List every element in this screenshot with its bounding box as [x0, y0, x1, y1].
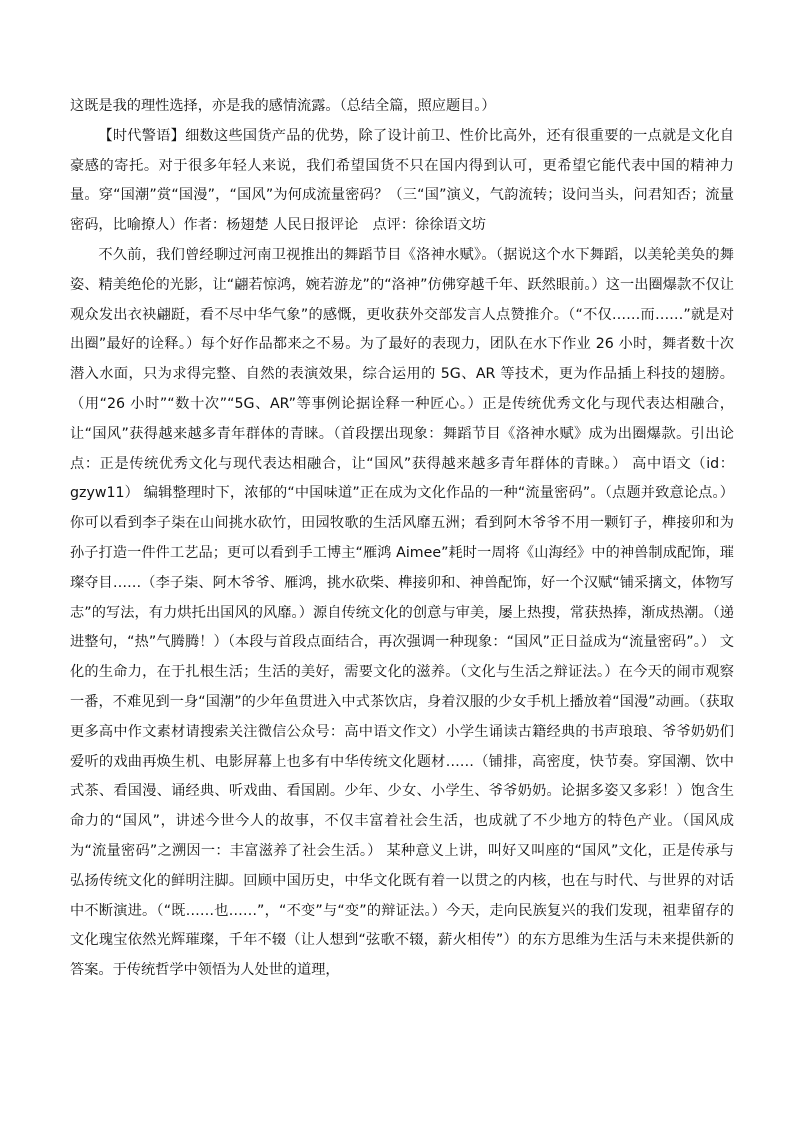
paragraph-era-warning: 【时代警语】细数这些国货产品的优势，除了设计前卫、性价比高外，还有很重要的一点就是文化自豪感的寄托。对于很多年轻人来说，我们希望国货不只在国内得到认可，更希望它能代表中国的精神力量。穿“国潮”赏“国漫”，“国风”为何成流量密码？（三“国”演义，气韵流转；设问当头，问君知否；流量密码，比喻撩人）作者：杨翅楚 人民日报评论 点评：徐徐语文坊 [70, 127, 734, 234]
document-page [70, 92, 734, 986]
paragraph-closing-line: 这既是我的理性选择，亦是我的感情流露。（总结全篇，照应题目。） [70, 98, 496, 114]
paragraph-essay-body: 不久前，我们曾经聊过河南卫视推出的舞蹈节目《洛神水赋》。（据说这个水下舞蹈，以美轮美奂的舞姿、精美绝伦的光影，让“翩若惊鸿，婉若游龙”的“洛神”仿佛穿越千年、跃然眼前。）这一出圈爆款不仅让观众发出衣袂翩跹，看不尽中华气象”的感慨，更收获外交部发言人点赞推介。（“不仅……而……”就是对出圈”最好的诠释。）每个好作品都来之不易。为了最好的表现力，团队在水下作业 26 小时，舞者数十次潜入水面，只为求得完整、自然的表演效果，综合运用的 5G、AR 等技术，更为作品插上科技的翅膀。（用“26 小时”“数十次”“5G、AR”等事例论据诠释一种匠心。）正是传统优秀文化与现代表达相融合，让“国风”获得越来越多青年群体的青睐。（首段摆出现象：舞蹈节目《洛神水赋》成为出圈爆款。引出论点：正是传统优秀文化与现代表达相融合，让“国风”获得越来越多青年群体的青睐。） 高中语文（id：gzyw11） 编辑整理时下，浓郁的“中国味道”正在成为文化作品的一种“流量密码”。（点题并致意论点。）你可以看到李子柒在山间挑水砍竹，田园牧歌的生活风靡五洲；看到阿木爷爷不用一颗钉子，榫接卯和为孙子打造一件件工艺品；更可以看到手工博主“雁鸿 Aimee”耗时一周将《山海经》中的神兽制成配饰，璀璨夺目……（李子柒、阿木爷爷、雁鸿，挑水砍柴、榫接卯和、神兽配饰，好一个汉赋“铺采摛文，体物写志”的写法，有力烘托出国风的风靡。）源自传统文化的创意与审美，屡上热搜，常获热捧，渐成热潮。（递进整句，“热”气腾腾！）（本段与首段点面结合，再次强调一种现象：“国风”正日益成为“流量密码”。） 文化的生命力，在于扎根生活；生活的美好，需要文化的滋养。（文化与生活之辩证法。）在今天的闹市观察一番，不难见到一身“国潮”的少年鱼贯进入中式茶饮店，身着汉服的少女手机上播放着“国漫”动画。（获取更多高中作文素材请搜索关注微信公众号：高中语文作文）小学生诵读古籍经典的书声琅琅、爷爷奶奶们爱听的戏曲再焕生机、电影屏幕上也多有中华传统文化题材……（铺排，高密度，快节奏。穿国潮、饮中式茶、看国漫、诵经典、听戏曲、看国剧。少年、少女、小学生、爷爷奶奶。论据多姿又多彩！）饱含生命力的“国风”，讲述今世今人的故事，不仅丰富着社会生活，也成就了不少地方的特色产业。（国风成为“流量密码”之溯因一：丰富滋养了社会生活。） 某种意义上讲，叫好又叫座的“国风”文化，正是传承与弘扬传统文化的鲜明注脚。回顾中国历史，中华文化既有着一以贯之的内核，也在与时代、与世界的对话中不断演进。（“既……也……”，“不变”与“变”的辩证法。）今天，走向民族复兴的我们发现，祖辈留存的文化瑰宝依然光辉璀璨，千年不辍（让人想到“弦歌不辍，薪火相传”）的东方思维为生活与未来提供新的答案。于传统哲学中领悟为人处世的道理， [70, 246, 734, 979]
